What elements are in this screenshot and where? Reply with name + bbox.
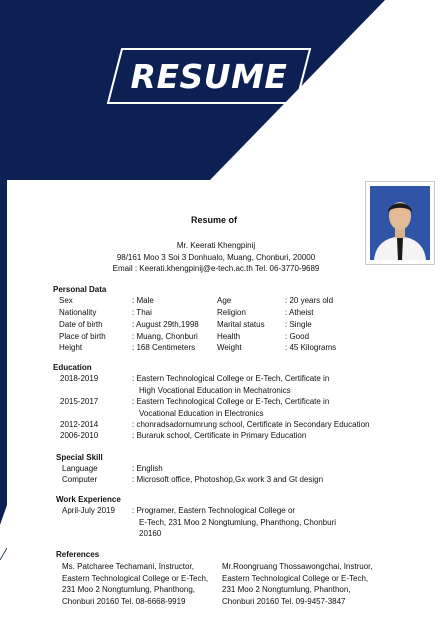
references-heading: References [56, 550, 100, 559]
work-heading: Work Experience [56, 495, 121, 504]
candidate-address: 98/161 Moo 3 Soi 3 Donhualo, Muang, Chonburi, 20000 [116, 253, 316, 262]
work-period: April-July 2019 [62, 506, 115, 515]
candidate-name: Mr. Keerati Khengpinij [176, 241, 256, 250]
education-detail: Vocational Education in Electronics [139, 409, 264, 418]
reference-right-line: Chonburi 20160 Tel. 09-9457-3847 [222, 597, 346, 606]
education-years: 2006-2010 [60, 431, 99, 440]
personal-value: : Atheist [285, 308, 314, 317]
skill-label: Computer [62, 475, 98, 484]
work-detail: 20160 [139, 529, 162, 538]
reference-left-line: Ms. Patcharee Techamani, Instructor, [62, 562, 194, 571]
personal-label: Sex [59, 296, 73, 305]
candidate-contact: Email : Keerati.khengpinij@e-tech.ac.th Tel. 06-3770-9689 [112, 264, 320, 273]
resume-title: Resume of [191, 215, 238, 225]
education-detail: : Eastern Technological College or E-Tech, Certificate in [132, 397, 330, 406]
personal-value: : 20 years old [285, 296, 334, 305]
personal-data-heading: Personal Data [53, 285, 107, 294]
personal-value: : Good [285, 332, 310, 341]
banner-title: RESUME [130, 56, 288, 96]
reference-left-line: 231 Moo 2 Nongtumlung, Phanthong, [62, 585, 195, 594]
personal-label: Age [217, 296, 232, 305]
personal-label: Weight [217, 343, 242, 352]
personal-label: Religion [217, 308, 246, 317]
education-years: 2012-2014 [60, 420, 99, 429]
education-detail: High Vocational Education in Mechatronics [139, 386, 291, 395]
education-detail: : Buraruk school, Certificate in Primary Education [132, 431, 307, 440]
personal-value: : Single [285, 320, 312, 329]
work-detail: E-Tech, 231 Moo 2 Nongtumlung, Phanthong, Chonburi [139, 518, 337, 527]
skills-heading: Special Skill [56, 453, 103, 462]
education-heading: Education [53, 363, 92, 372]
personal-value: : August 29th,1998 [132, 320, 199, 329]
personal-label: Place of birth [59, 332, 106, 341]
education-detail: : Eastern Technological College or E-Tech, Certificate in [132, 374, 330, 383]
skill-label: Language [62, 464, 98, 473]
reference-right-line: 231 Moo 2 Nongtumlung, Phanthon, [222, 585, 351, 594]
education-years: 2015-2017 [60, 397, 99, 406]
personal-label: Marital status [217, 320, 265, 329]
personal-label: Date of birth [59, 320, 103, 329]
work-detail: : Programer, Eastern Technological College or [132, 506, 296, 515]
reference-right-line: Mr.Roongruang Thossawongchai, Instruor, [222, 562, 373, 571]
personal-value: : Thai [132, 308, 152, 317]
reference-left-line: Eastern Technological College or E-Tech, [62, 574, 209, 583]
personal-value: : 168 Centimeters [132, 343, 196, 352]
education-detail: : chonradsadornumrung school, Certificate in Secondary Education [132, 420, 370, 429]
reference-left-line: Chonburi 20160 Tel. 08-6668-9919 [62, 597, 186, 606]
personal-value: : Muang, Chonburi [132, 332, 198, 341]
personal-value: : Male [132, 296, 154, 305]
skill-value: : Microsoft office, Photoshop,Gx work 3 and Gt design [132, 475, 324, 484]
personal-value: : 45 Kilograms [285, 343, 337, 352]
resume-banner [106, 47, 312, 105]
personal-label: Nationality [59, 308, 97, 317]
education-years: 2018-2019 [60, 374, 99, 383]
skill-value: : English [132, 464, 163, 473]
personal-label: Height [59, 343, 83, 352]
personal-label: Health [217, 332, 241, 341]
reference-right-line: Eastern Technological College or E-Tech, [222, 574, 369, 583]
